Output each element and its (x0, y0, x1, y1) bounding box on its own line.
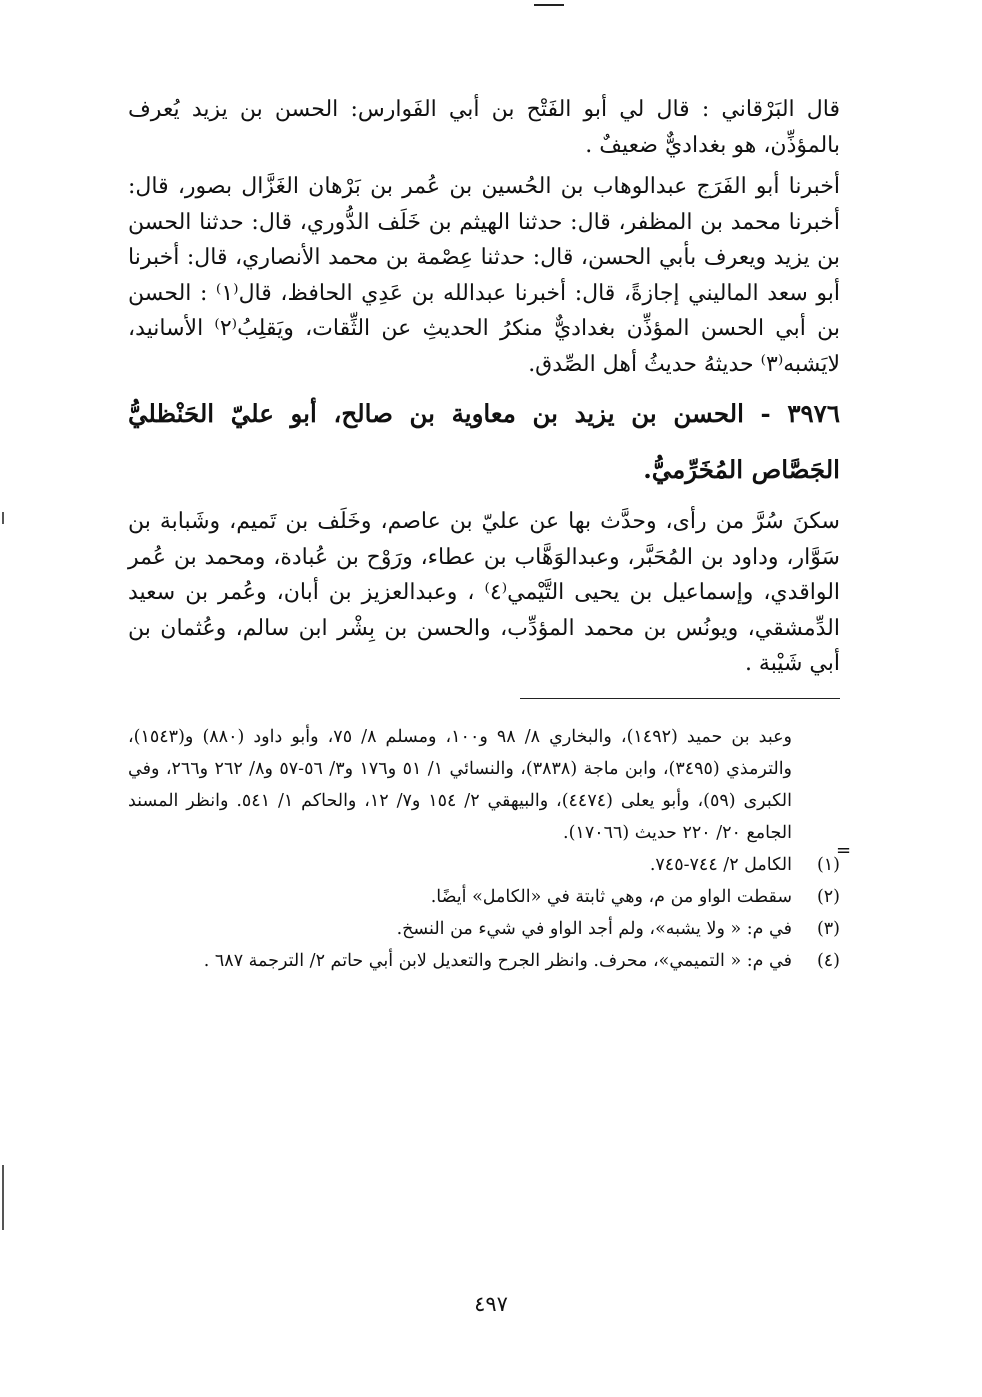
footnote-separator-wrap (128, 682, 840, 721)
margin-mark (2, 1165, 4, 1230)
footnote-number: (١) (816, 854, 840, 875)
footnote-text: في م: « ولا يشبه»، ولم أجد الواو في شيء من النسخ. (396, 918, 792, 939)
footnote-item (128, 913, 840, 945)
margin-mark (2, 512, 4, 524)
footnote-item (128, 945, 840, 977)
main-text (128, 92, 840, 382)
footnote-separator (520, 698, 840, 699)
page-body (128, 92, 840, 977)
footnote-item (128, 881, 840, 913)
footnotes (128, 721, 840, 977)
paragraph-1: قال البَرْقاني : قال لي أبو الفَتْح بن أبي الفَوارس: الحسن بن يزيد يُعرف بالمؤذِّن، هو بغداديٌّ ضعيفٌ . (128, 97, 840, 158)
footnote-item (128, 849, 840, 881)
footnote-number: (٢) (816, 886, 840, 907)
entry-text (128, 504, 840, 682)
top-rule (534, 4, 564, 6)
paragraph-2: أخبرنا أبو الفَرَج عبدالوهاب بن الحُسين بن عُمر بن بَرْهان الغَزَّال بصور، قال: أخبرنا محمد بن المظفر، قال: حدثنا الهيثم بن خَلَف الدُّوري، قال: حدثنا الحسن بن يزيد ويعرف بأبي الحسن، قال: حدثنا عِصْمة بن محمد الأنصاري، قال: أخبرنا أبو سعد الماليني إجازةً، قال: أخبرنا عبدالله بن عَدِي الحافظ، قال⁽١⁾ : الحسن بن أبي الحسن المؤذِّن بغداديٌّ منكرُ الحديثِ عن الثِّقات، ويَقلِبُ⁽٢⁾ الأسانيد، لايَشبه⁽٣⁾ حديثهُ حديثُ أهل الصِّدق. (128, 174, 840, 377)
paragraph-3: سكنَ سُرَّ من رأى، وحدَّث بها عن عليّ بن عاصم، وخَلَف بن تَميم، وشَبابة بن سَوَّار، وداود بن المُحَبَّر، وعبدالوَهَّاب بن عطاء، ورَوْح بن عُبادة، ومحمد بن عُمر الواقدي، وإسماعيل بن يحيى التَّيْمي⁽٤⁾ ، وعبدالعزيز بن أبان، وعُمر بن سعيد الدِّمشقي، ويونُس بن محمد المؤدِّب، والحسن بن بِشْر ابن سالم، وعُثمان بن أبي شَيْبة . (128, 509, 841, 676)
page-number: ٤٩٧ (474, 1292, 508, 1316)
footnote-text: في م: « التميمي»، محرف. وانظر الجرح والتعديل لابن أبي حاتم ٢/ الترجمة ٦٨٧ . (203, 950, 792, 971)
footnote-text: الكامل ٢/ ٧٤٤-٧٤٥. (649, 854, 792, 875)
footnote-item (128, 721, 840, 849)
entry-heading: ٣٩٧٦ - الحسن بن يزيد بن معاوية بن صالح، أبو عليّ الحَنْظليُّ الجَصَّاص المُخَرِّميُّ. (128, 399, 840, 484)
footnote-number: (٣) (816, 918, 840, 939)
footnote-number: (٤) (816, 950, 840, 971)
footnote-text: سقطت الواو من م، وهي ثابتة في «الكامل» أيضًا. (430, 886, 792, 907)
footnote-text: وعبد بن حميد (١٤٩٢)، والبخاري ٨/ ٩٨ و١٠٠، ومسلم ٨/ ٧٥، وأبو داود (٨٨٠) و(١٥٤٣)، والترمذي (٣٤٩٥)، وابن ماجة (٣٨٣٨)، والنسائي ١/ ٥١ و١٧٦ و٣/ ٥٦-٥٧ و٨/ ٢٦٢ و٢٦٦، وفي الكبرى (٥٩)، وأبو يعلى (٤٤٧٤)، والبيهقي ٢/ ١٥٤ و٧/ ١٢، والحاكم ١/ ٥٤١. وانظر المسند الجامع ٢٠/ ٢٢٠ حديث (١٧٠٦٦). (128, 726, 793, 843)
footnote-continuation-mark: = (836, 840, 852, 861)
